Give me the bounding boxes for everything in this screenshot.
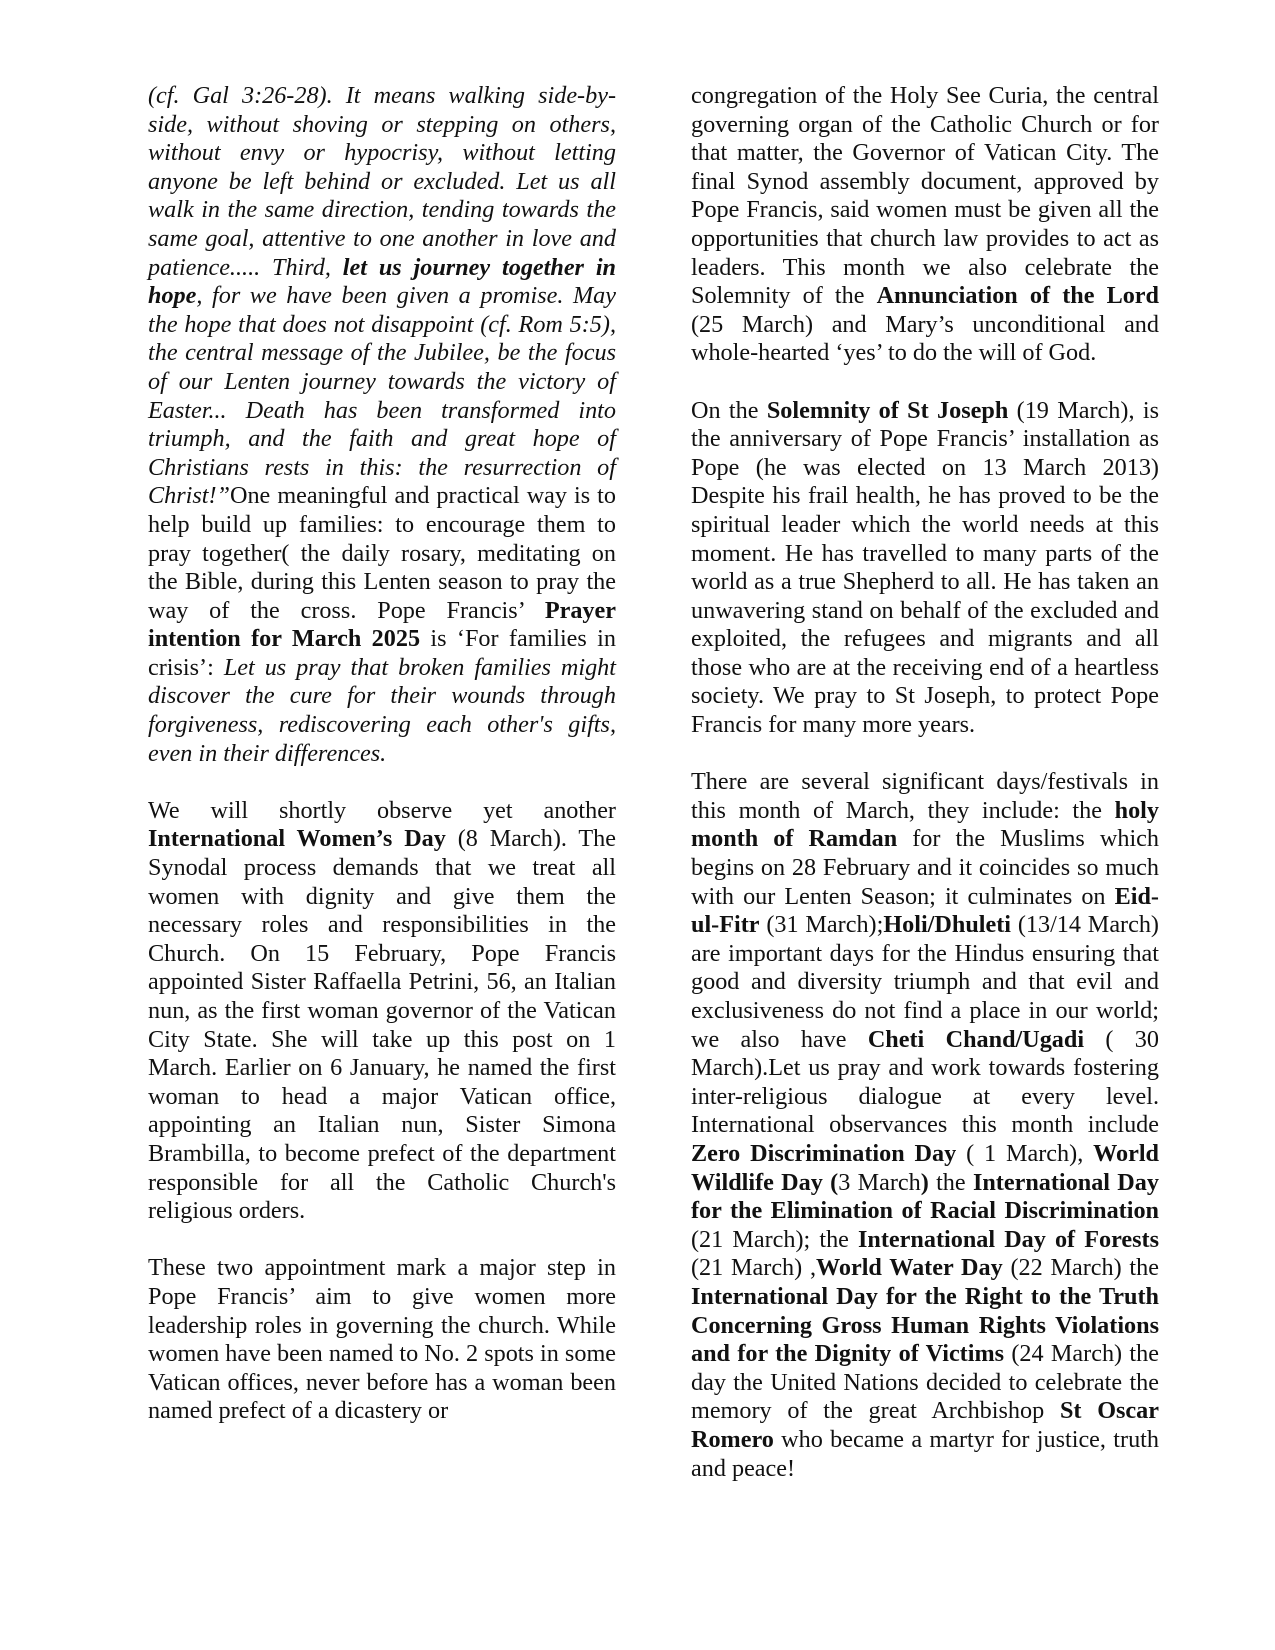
bold-phrase-water-day: World Water Day	[816, 1254, 1003, 1282]
body-text: (8 March). The Synodal process demands that we treat all women with dignity and give them the necessary roles and responsibilities in the Church. On 15 February, Pope Francis appointed Sister Raffaella Petrini, 56, an Italian nun, as the first woman governor of the Vatican City State. She will take up this post on 1 March. Earlier on 6 January, he named the first woman to head a major Vatican office, appointing an Italian nun, Sister Simona Brambilla, to become prefect of the department responsible for all the Catholic Church's religious orders.	[148, 825, 617, 1225]
bold-paren: )	[920, 1168, 929, 1196]
bold-phrase-oscar-romero: St Oscar Romero	[691, 1397, 1159, 1453]
body-text: ( 30 March).Let us pray and work towards fostering inter-religious dialogue at every level. International observances this month include	[691, 1025, 1159, 1139]
body-text: congregation of the Holy See Curia, the central governing organ of the Catholic Church or for that matter, the Governor of Vatican City. The final Synod assembly document, approved by Pope Francis, said women must be given all the opportunities that church law provides to act as leaders. This month we also celebrate the Solemnity of the	[691, 82, 1159, 310]
paragraph-holy-see	[691, 82, 1159, 368]
bold-phrase-zero-discrimination: Zero Discrimination Day	[691, 1139, 957, 1167]
body-text: (19 March), is the anniversary of Pope Francis’ installation as Pope (he was elected on 13 March 2013) Despite his frail health, he has proved to be the spiritual leader which the world needs at this moment. He has travelled to many parts of the world as a true Shepherd to all. He has taken an unwavering stand on behalf of the excluded and exploited, the refugees and migrants and all those who are at the receiving end of a heartless society. We pray to St Joseph, to protect Pope Francis for many more years.	[691, 396, 1159, 739]
bold-phrase-st-joseph: Solemnity of St Joseph	[766, 396, 1009, 424]
body-text: (21 March) ,	[691, 1254, 817, 1282]
italic-quote: , for we have been given a promise. May the hope that does not disappoint (cf. Rom 5:5), the central message of the Jubilee, be the focus of our Lenten journey towards the victory of Easter... Death has been transformed into triumph, and the faith and great hope of Christians rests in this: the resurrection of Christ!”	[148, 282, 616, 510]
paragraph-st-joseph	[691, 397, 1159, 740]
body-text: (22 March) the	[1002, 1254, 1159, 1282]
paragraph-lenten-hope	[148, 82, 616, 768]
body-text: (24 March) the day the United Nations decided to celebrate the memory of the great Archbishop	[691, 1340, 1159, 1425]
bold-italic-phrase: let us journey together in hope	[148, 253, 616, 310]
bold-phrase-wildlife-day: World Wildlife Day (	[691, 1139, 1159, 1196]
italic-quote: (cf. Gal 3:26-28). It means walking side-by-side, without shoving or stepping on others, without envy or hypocrisy, without letting anyone be left behind or excluded. Let us all walk in the same direction, tending towards the same goal, attentive to one another in love and patience..... Third,	[148, 82, 616, 281]
italic-prayer: Let us pray that broken families might discover the cure for their wounds through forgiveness, rediscovering each other's gifts, even in their differences.	[148, 653, 616, 767]
bold-phrase-forests: International Day of Forests	[858, 1225, 1159, 1253]
body-text: There are several significant days/festivals in this month of March, they include: the	[691, 768, 1159, 824]
bold-phrase-annunciation: Annunciation of the Lord	[876, 282, 1159, 310]
body-text: (13/14 March) are important days for the Hindus ensuring that good and diversity triumph and that evil and exclusiveness do not find a place in our world; we also have	[691, 911, 1159, 1053]
bold-phrase-ramdan: holy month of Ramdan	[691, 796, 1159, 853]
body-text: One meaningful and practical way is to help build up families: to encourage them to pray together( the daily rosary, meditating on the Bible, during this Lenten season to pray the way of the cross. Pope Francis’	[148, 482, 616, 624]
bold-phrase-prayer-intention: Prayer intention for March 2025	[148, 596, 616, 653]
paragraph-womens-day	[148, 797, 616, 1226]
bold-phrase-cheti-chand: Cheti Chand/Ugadi	[867, 1025, 1085, 1053]
left-column	[148, 82, 616, 1455]
body-text: who became a martyr for justice, truth and peace!	[691, 1425, 1159, 1482]
body-text: ( 1 March),	[956, 1139, 1094, 1167]
body-text: On the	[691, 396, 767, 424]
body-text: (31 March);	[759, 911, 884, 939]
bold-phrase-holi: Holi/Dhuleti	[883, 911, 1011, 939]
right-column	[691, 82, 1159, 1512]
body-text: (25 March) and Mary’s unconditional and whole-hearted ‘yes’ to do the will of God.	[691, 310, 1159, 367]
body-text: (21 March); the	[691, 1225, 859, 1253]
body-text: the	[928, 1168, 973, 1196]
body-text: 3 March	[838, 1168, 921, 1196]
body-text: for the Muslims which begins on 28 February and it coincides so much with our Lenten Season; it culminates on	[691, 825, 1159, 910]
bold-phrase-womens-day: International Women’s Day	[148, 825, 446, 853]
paragraph-appointments	[148, 1254, 616, 1426]
bold-phrase-right-to-truth: International Day for the Right to the Truth Concerning Gross Human Rights Violations and for the Dignity of Victims	[691, 1282, 1159, 1368]
body-text: These two appointment mark a major step in Pope Francis’ aim to give women more leadership roles in governing the church. While women have been named to No. 2 spots in some Vatican offices, never before has a woman been named prefect of a dicastery or	[148, 1254, 616, 1425]
paragraph-festivals	[691, 768, 1159, 1483]
bold-phrase-eid: Eid-ul-Fitr	[691, 882, 1159, 939]
body-text: We will shortly observe yet another	[148, 796, 616, 824]
body-text: is ‘For families in crisis’:	[148, 625, 616, 681]
bold-phrase-racial-discrimination: International Day for the Elimination of Racial Discrimination	[691, 1168, 1159, 1225]
